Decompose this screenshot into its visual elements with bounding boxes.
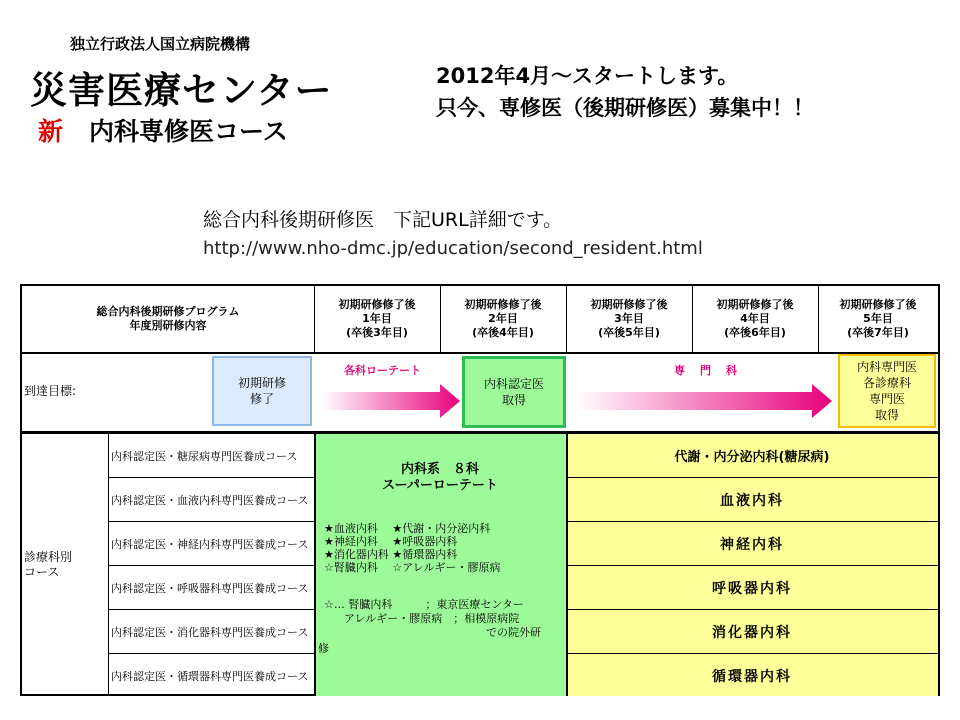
col-divider <box>314 286 315 352</box>
year-header-line: 初期研修修了後 <box>338 298 416 311</box>
milestone-certified-line2: 取得 <box>501 393 526 407</box>
col-divider <box>692 286 693 352</box>
year-header-line: (卒後3年目) <box>346 326 408 339</box>
program-title: 総合内科後期研修プログラム <box>96 305 240 318</box>
rotate-arrow <box>322 384 462 418</box>
milestone-final-line1: 内科専門医 <box>856 360 917 374</box>
dept-course-label-line1: 診療科別 <box>24 550 73 564</box>
url-link[interactable]: http://www.nho-dmc.jp/education/second_resident.html <box>203 238 703 259</box>
rotation-list-item: ★神経内科 ★呼吸器内科 <box>324 535 458 548</box>
dept-neurology: 神経内科 <box>720 536 784 553</box>
course-row-gastro: 内科認定医・消化器科専門医養成コース <box>111 626 309 639</box>
milestone-final-line3: 専門医 <box>868 392 905 406</box>
year-header-line: (卒後6年目) <box>724 326 786 339</box>
rotation-list <box>324 522 501 574</box>
dept-hematology: 血液内科 <box>720 492 784 509</box>
course-row-neurology: 内科認定医・神経内科専門医養成コース <box>111 538 309 551</box>
announce-start: 2012年4月～スタートします。 <box>436 64 739 88</box>
year-header-line: 初期研修修了後 <box>590 298 668 311</box>
col-divider <box>440 286 441 352</box>
year-header-line: 2年目 <box>488 312 518 325</box>
rotation-list-item: ☆腎臓内科 ☆アレルギー・膠原病 <box>324 561 501 574</box>
url-note: 総合内科後期研修医 下記URL詳細です。 <box>203 209 563 231</box>
row-divider <box>22 352 938 354</box>
course-row-hematology: 内科認定医・血液内科専門医養成コース <box>111 494 309 507</box>
year-header-line: (卒後4年目) <box>472 326 534 339</box>
course-row-respiratory: 内科認定医・呼吸器科専門医養成コース <box>111 582 309 595</box>
year-header-line: (卒後5年目) <box>598 326 660 339</box>
year-header-line: 初期研修修了後 <box>716 298 794 311</box>
year-header-4 <box>692 286 818 352</box>
year-header-3 <box>566 286 692 352</box>
milestone-certified <box>462 356 566 428</box>
center-name: 災害医療センター <box>30 69 333 112</box>
milestone-certified-line1: 内科認定医 <box>483 377 544 391</box>
course-title-text: 内科専修医コース <box>89 117 288 146</box>
dept-diabetes: 代謝・内分泌内科(糖尿病) <box>674 450 830 465</box>
program-subtitle: 年度別研修内容 <box>129 319 207 332</box>
course-title <box>38 112 288 148</box>
rotation-title-line1: 内科系 ８科 <box>400 462 479 477</box>
rotation-list-item: ★消化器内科 ★循環器内科 <box>324 548 458 561</box>
goal-label: 到達目標: <box>24 384 77 398</box>
dept-course-label-line2: コース <box>24 565 60 579</box>
dept-cardio: 循環器内科 <box>712 668 792 685</box>
organization-name: 独立行政法人国立病院機構 <box>70 35 251 53</box>
milestone-initial-line1: 初期研修 <box>237 376 286 390</box>
year-header-line: 5年目 <box>863 312 893 325</box>
external-note-line2: アレルギー・膠原病 ；相模原病院 <box>344 612 520 625</box>
external-note-line4: 修 <box>318 642 329 655</box>
milestone-initial-line2: 修了 <box>249 392 274 406</box>
year-header-line: (卒後7年目) <box>847 326 909 339</box>
milestone-final <box>838 354 936 428</box>
year-header-1 <box>314 286 440 352</box>
rotate-label: 各科ローテート <box>344 364 421 377</box>
external-note-line3: での院外研 <box>486 626 541 639</box>
dept-respiratory: 呼吸器内科 <box>712 580 792 597</box>
milestone-final-line2: 各診療科 <box>862 376 911 390</box>
specialty-label: 専 門 科 <box>674 364 739 377</box>
col-divider <box>818 286 819 352</box>
rotation-list-item: ★血液内科 ★代謝・内分泌内科 <box>324 522 491 535</box>
year-header-2 <box>440 286 566 352</box>
new-label: 新 <box>38 117 64 146</box>
program-title-cell <box>22 286 314 352</box>
year-header-line: 1年目 <box>362 312 392 325</box>
external-note-line1: ☆… 腎臓内科 ；東京医療センター <box>324 598 524 611</box>
milestone-initial <box>212 356 312 426</box>
year-header-line: 初期研修修了後 <box>839 298 917 311</box>
program-table <box>20 284 940 696</box>
specialty-arrow <box>576 384 834 418</box>
dept-course-label <box>24 550 72 580</box>
milestone-final-line4: 取得 <box>874 408 899 422</box>
dept-gastro: 消化器内科 <box>712 624 792 641</box>
course-row-diabetes: 内科認定医・糖尿病専門医養成コース <box>111 450 298 463</box>
course-row-cardio: 内科認定医・循環器科専門医養成コース <box>111 670 309 683</box>
rotation-title <box>314 462 566 494</box>
year-header-line: 3年目 <box>614 312 644 325</box>
col-divider <box>566 286 567 352</box>
rotation-title-line2: スーパーローテート <box>382 478 498 493</box>
year-header-line: 4年目 <box>740 312 770 325</box>
year-header-5 <box>818 286 938 352</box>
year-header-line: 初期研修修了後 <box>464 298 542 311</box>
announce-recruiting: 只今、専修医（後期研修医）募集中！！ <box>436 96 814 120</box>
